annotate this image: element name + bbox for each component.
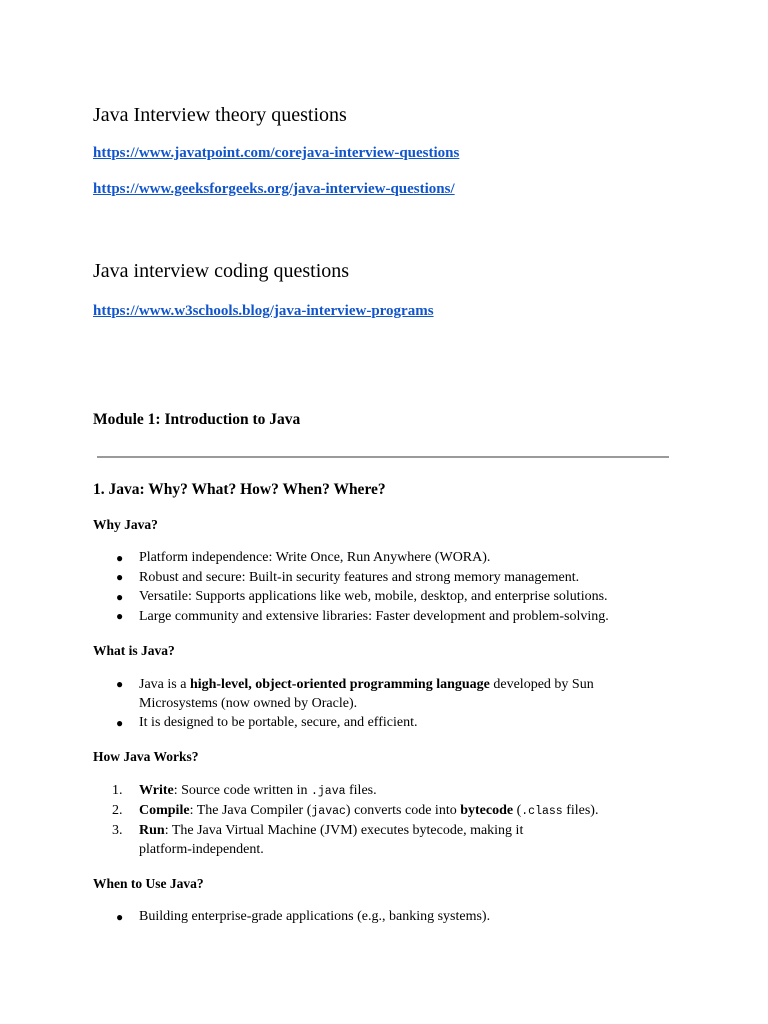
what-item-1-line2: Microsystems (now owned by Oracle). (139, 696, 358, 711)
horizontal-rule (97, 456, 669, 458)
step-2-text: : The Java Compiler ( (189, 803, 312, 818)
bullet-icon: ● (116, 609, 124, 623)
step-2-code2: .class (521, 805, 563, 818)
step-number: 1. (112, 783, 123, 798)
bullet-icon: ● (116, 910, 124, 924)
why-java-heading: Why Java? (93, 517, 158, 532)
step-3-text: : The Java Virtual Machine (JVM) executes bytecode, making it (164, 823, 524, 838)
step-2-label: Compile (139, 803, 190, 818)
why-item-3: Versatile: Supports applications like web, mobile, desktop, and enterprise solutions. (139, 589, 608, 604)
bullet-icon: ● (116, 590, 124, 604)
step-2-bold: bytecode (460, 803, 514, 818)
what-is-java-heading: What is Java? (93, 643, 175, 658)
step-3-label: Run (139, 823, 165, 838)
why-item-4: Large community and extensive libraries: Faster development and problem-solving. (139, 609, 609, 624)
bullet-icon: ● (116, 570, 124, 584)
bullet-icon: ● (116, 677, 124, 691)
step-2-mid2: ( (513, 803, 522, 818)
when-to-use-heading: When to Use Java? (93, 876, 204, 891)
step-number: 2. (112, 803, 123, 818)
step-1-text: : Source code written in (173, 783, 311, 798)
what-item-1-pre: Java is a (139, 677, 190, 692)
bullet-icon: ● (116, 716, 124, 730)
what-item-1-bold: high-level, object-oriented programming language (189, 677, 490, 692)
module-title: Module 1: Introduction to Java (93, 411, 301, 428)
link-w3schools[interactable]: https://www.w3schools.blog/java-interview-programs (93, 303, 434, 319)
how-step-1 (139, 781, 377, 802)
step-2-mid: ) converts code into (345, 803, 461, 818)
step-1-label: Write (139, 783, 174, 798)
what-item-1-post: developed by Sun (489, 677, 594, 692)
step-number: 3. (112, 823, 123, 838)
bullet-icon: ● (116, 551, 124, 565)
how-step-3-line2: platform-independent. (139, 842, 264, 857)
step-2-code: javac (311, 805, 346, 818)
section-title: 1. Java: Why? What? How? When? Where? (93, 481, 386, 498)
why-item-1: Platform independence: Write Once, Run Anywhere (WORA). (139, 550, 491, 565)
step-2-post: files). (562, 803, 599, 818)
when-item-1: Building enterprise-grade applications (e.g., banking systems). (139, 909, 491, 924)
why-item-2: Robust and secure: Built-in security features and strong memory management. (139, 570, 580, 585)
step-1-post: files. (345, 783, 377, 798)
link-geeksforgeeks[interactable]: https://www.geeksforgeeks.org/java-interview-questions/ (93, 181, 455, 197)
how-java-works-heading: How Java Works? (93, 749, 199, 764)
heading-coding-questions: Java interview coding questions (93, 260, 350, 282)
what-item-2: It is designed to be portable, secure, and efficient. (139, 715, 418, 730)
how-step-3 (139, 821, 523, 841)
how-step-2 (139, 801, 598, 822)
what-item-1 (139, 675, 594, 695)
heading-theory-questions: Java Interview theory questions (93, 104, 347, 126)
step-1-code: .java (310, 785, 346, 798)
link-javatpoint[interactable]: https://www.javatpoint.com/corejava-interview-questions (93, 145, 460, 161)
